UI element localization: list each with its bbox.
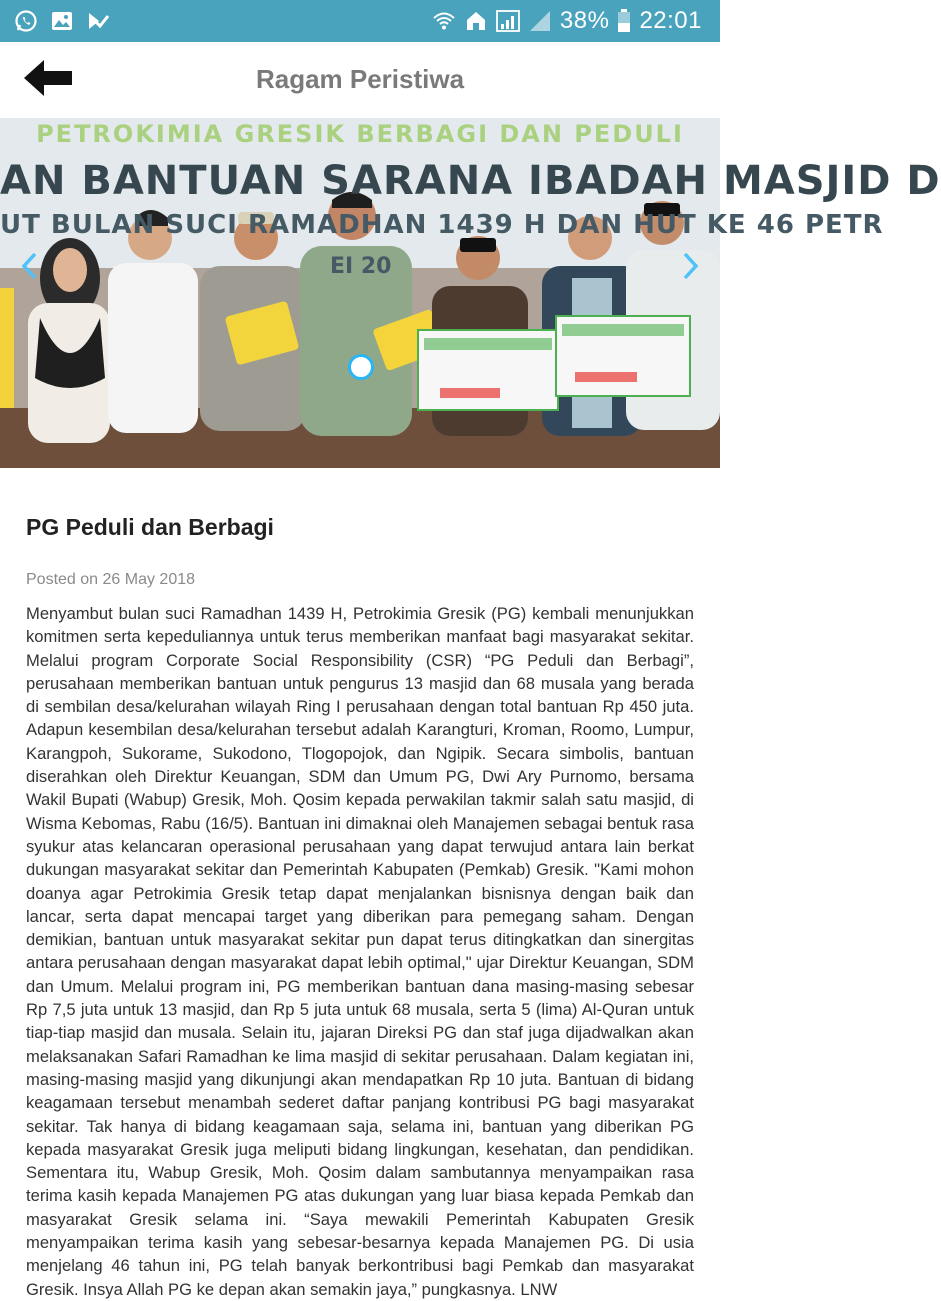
app-bar xyxy=(0,42,720,118)
article-body: Menyambut bulan suci Ramadhan 1439 H, Petrokimia Gresik (PG) kembali menunjukkan komitmen serta kepeduliannya untuk terus memberikan manfaat bagi masyarakat sekitar. Melalui program Corporate Social Responsibility (CSR) “PG Peduli dan Berbagi”, perusahaan memberikan bantuan untuk pengurus 13 masjid dan 68 musala yang berada di sembilan desa/kelurahan wilayah Ring I perusahaan dengan total bantuan Rp 450 juta. Adapun kesembilan desa/kelurahan tersebut adalah Karangturi, Kroman, Roomo, Lumpur, Karangpoh, Sukorame, Sukodono, Tlogopojok, dan Ngipik. Secara simbolis, bantuan diserahkan oleh Direktur Keuangan, SDM dan Umum PG, Dwi Ary Purnomo, bersama Wakil Bupati (Wabup) Gresik, Moh. Qosim kepada perwakilan takmir salah satu masjid, di Wisma Kebomas, Rabu (16/5). Bantuan ini dimaknai oleh Manajemen sebagai bentuk rasa syukur atas kelancaran operasional perusahaan yang dapat terwujud antara lain berkat dukungan masyarakat sekitar dan Pemerintah Kabupaten (Pemkab) Gresik. "Kami mohon doanya agar Petrokimia Gresik tetap dapat menjalankan bisnisnya dengan baik dan lancar, serta dapat mencapai target yang diberikan para pemegang saham. Dengan demikian, bantuan untuk masyarakat sekitar pun dapat terus ditingkatkan dan sinergitas antara perusahaan dengan masyarakat dapat lebih optimal," ujar Direktur Keuangan, SDM dan Umum. Melalui program ini, PG memberikan bantuan dana masing-masing sebesar Rp 7,5 juta untuk 13 masjid, dan Rp 5 juta untuk 68 musala, serta 5 (lima) Al-Quran untuk tiap-tiap masjid dan musala. Selain itu, jajaran Direksi PG dan staf juga dijadwalkan akan melaksanakan Safari Ramadhan ke lima masjid di sekitar perusahaan. Dalam kegiatan ini, masing-masing masjid yang dikunjungi akan mendapatkan Rp 10 juta. Bantuan di bidang keagamaan tersebut menambah sederet daftar panjang kontribusi PG bagi masyarakat sekitar. Tak hanya di bidang keagamaan saja, selama ini, bantuan yang diberikan PG kepada masyarakat Gresik juga meliputi bidang lingkungan, kesehatan, dan pendidikan. Sementara itu, Wabup Gresik, Moh. Qosim dalam sambutannya menyampaikan rasa terima kasih kepada Manajemen PG atas dukungan yang luar biasa kepada Pemkab dan masyarakat Gresik selama ini. “Saya mewakili Pemerintah Kabupaten Gresik menyampaikan terima kasih yang sebesar-besarnya kepada Manajemen PG. Di usia menjelang 46 tahun ini, PG telah banyak berkontribusi bagi Pemkab dan masyarakat Gresik. Insya Allah PG ke depan akan semakin jaya,” pungkasnya. LNW xyxy=(26,604,694,1299)
battery-percent: 38% xyxy=(559,7,610,34)
carousel-next-button[interactable] xyxy=(676,248,706,288)
chevron-right-icon xyxy=(682,251,700,286)
wifi-icon xyxy=(432,9,456,33)
carousel-prev-button[interactable] xyxy=(14,248,44,288)
page-title: Ragam Peristiwa xyxy=(255,64,465,94)
post-date: Posted on 26 May 2018 xyxy=(26,571,196,588)
carousel-indicator-dot[interactable] xyxy=(348,354,374,380)
home-icon xyxy=(464,9,488,33)
battery-icon xyxy=(617,9,631,33)
banner-text-line-2: AN BANTUAN SARANA IBADAH MASJID D xyxy=(0,158,941,204)
notification-icons xyxy=(14,9,110,33)
gallery-icon xyxy=(50,9,74,33)
system-status xyxy=(432,7,702,35)
whatsapp-icon xyxy=(14,9,38,33)
chevron-left-icon xyxy=(20,251,38,286)
status-bar xyxy=(0,0,720,42)
banner-text-line-1: PETROKIMIA GRESIK BERBAGI DAN PEDULI xyxy=(36,120,684,148)
clock: 22:01 xyxy=(639,7,702,34)
banner-text-line-3: UT BULAN SUCI RAMADHAN 1439 H DAN HUT KE 46 PETR xyxy=(0,210,884,240)
image-carousel[interactable] xyxy=(0,118,941,468)
signal-icon-2 xyxy=(528,9,552,33)
banner-text-line-4: EI 20 xyxy=(330,254,392,279)
signal-icon xyxy=(496,9,520,33)
checklist-icon xyxy=(86,9,110,33)
article-title: PG Peduli dan Berbagi xyxy=(26,514,274,540)
